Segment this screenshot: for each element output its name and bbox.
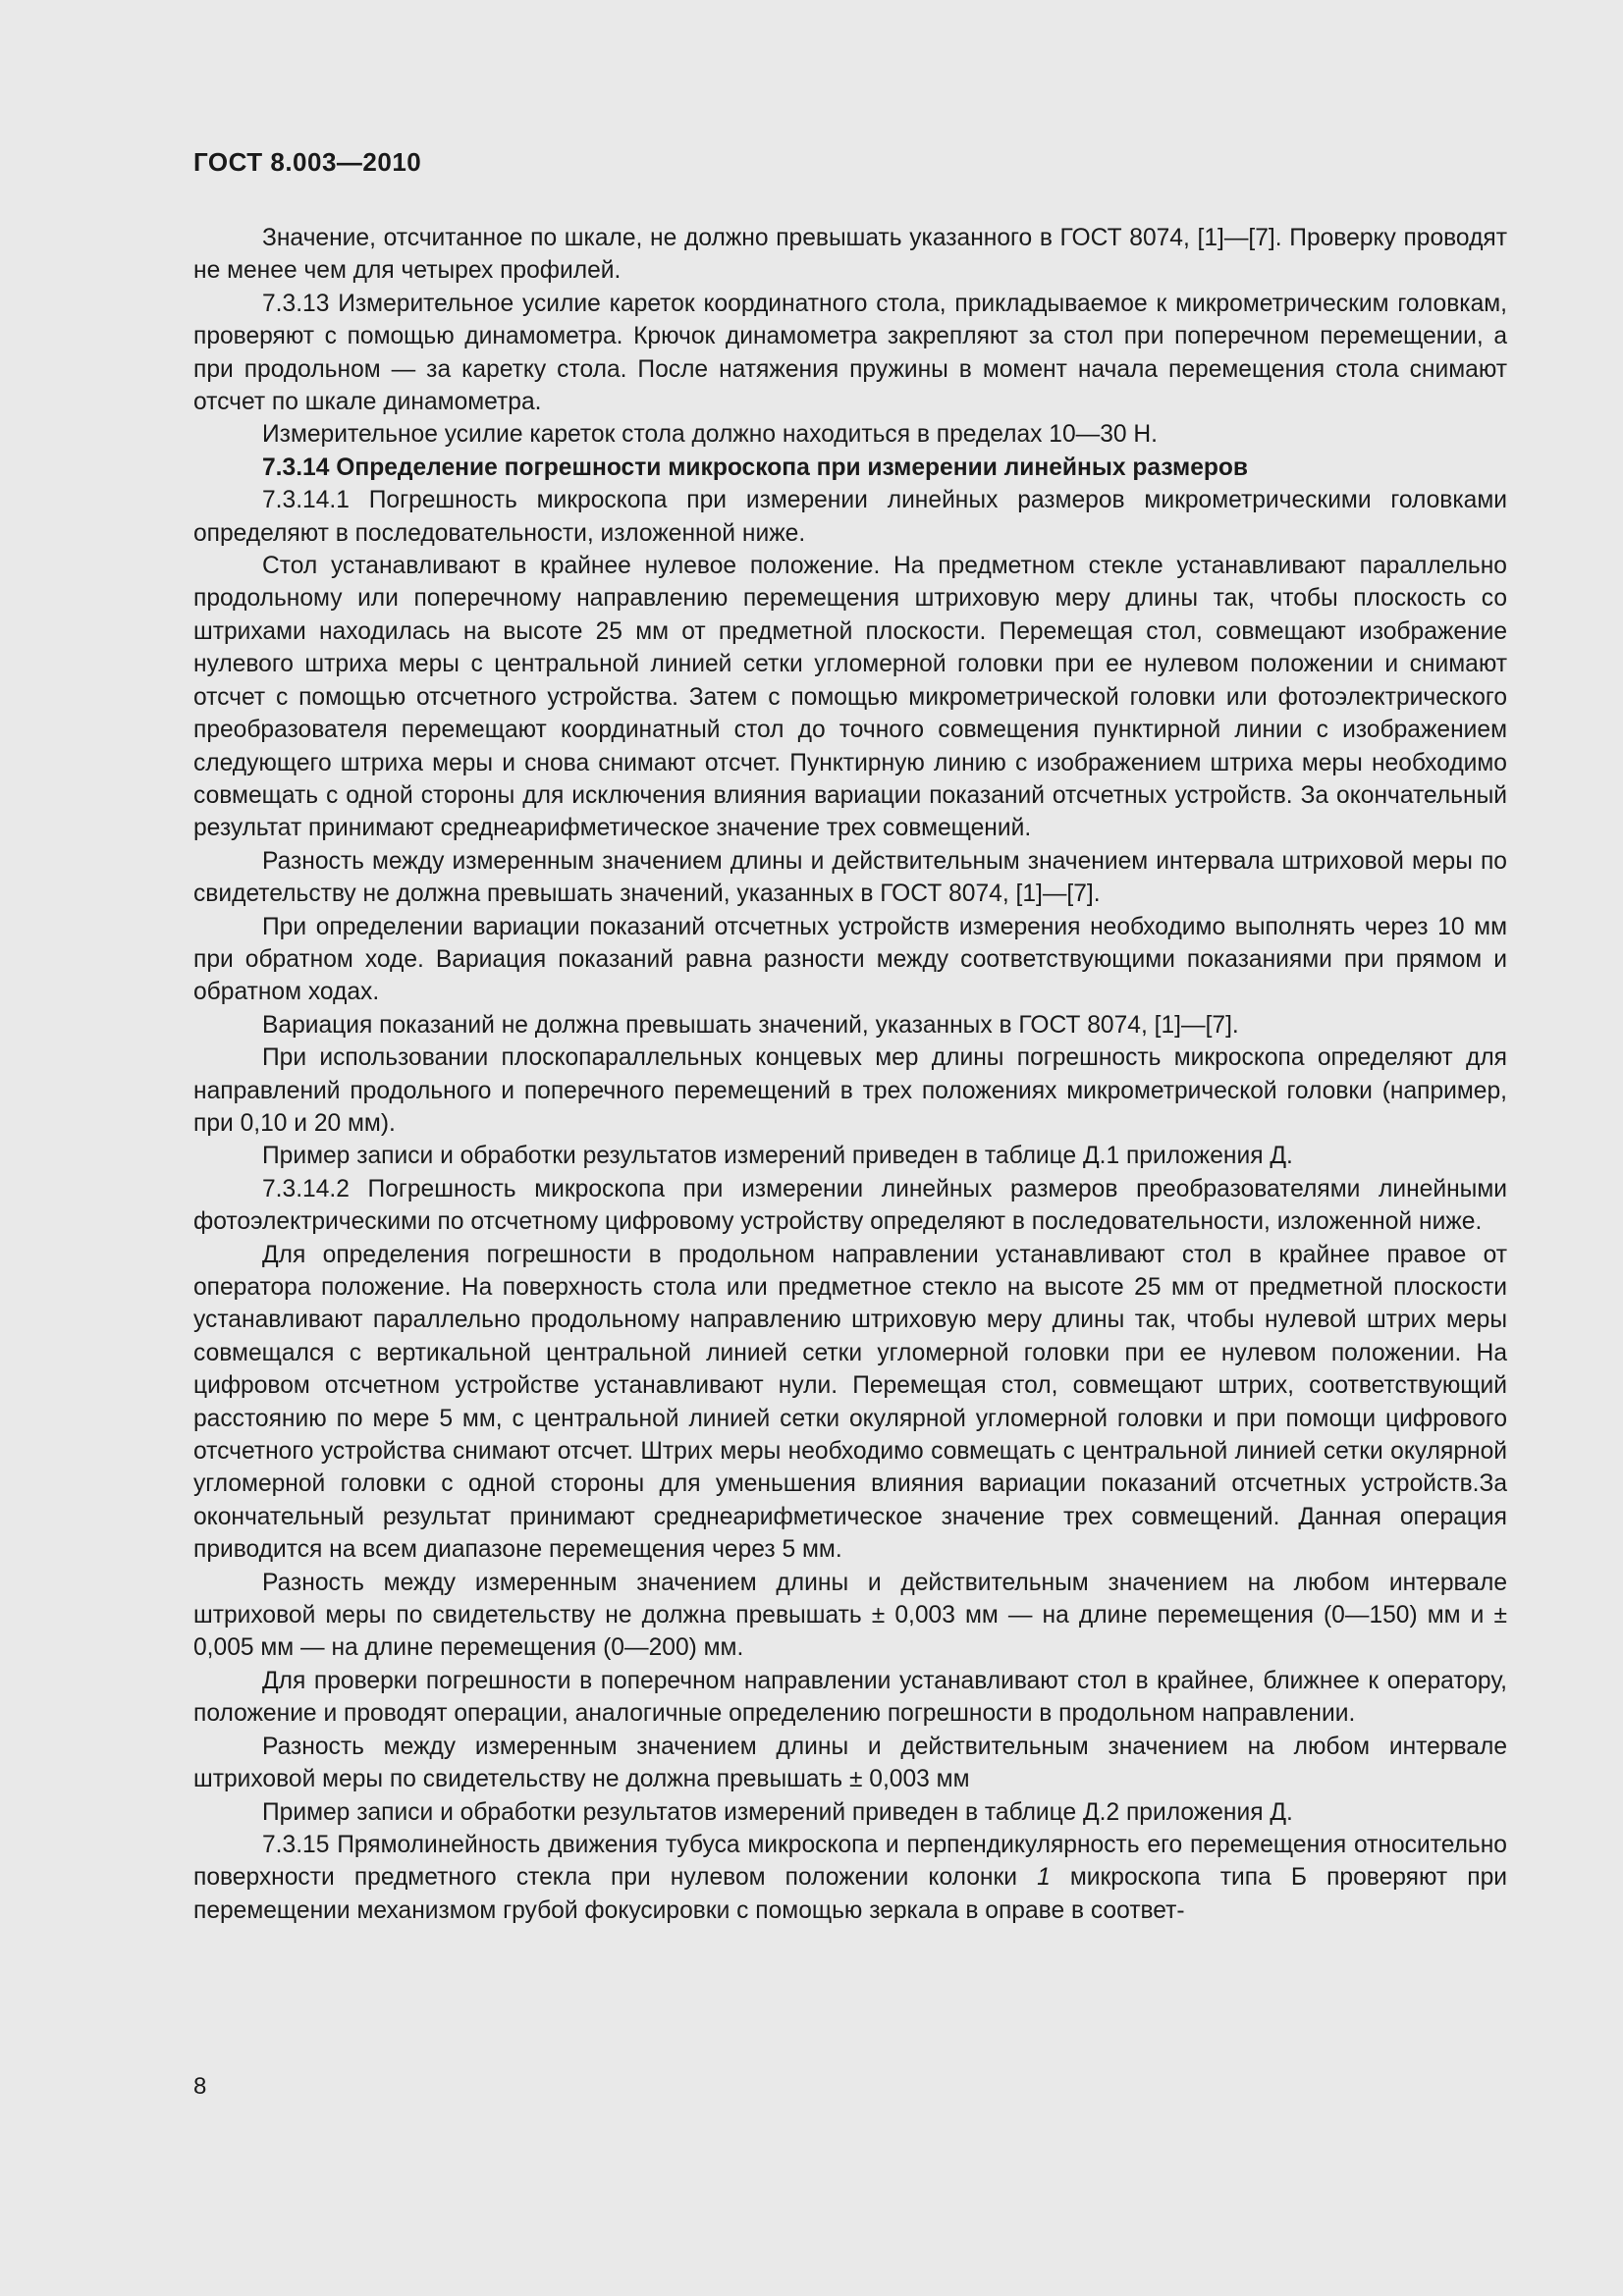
paragraph: Для определения погрешности в продольном направлении устанавливают стол в крайнее правое от оператора положение. На поверхность стола или предметное стекло на высоте 25 мм от предметной плоскости устанавливают параллельно продольному направлению штриховую меру длины так, чтобы нулевой штрих меры совмещался с вертикальной центральной линией сетки угломерной головки при ее нулевом положении. На цифровом отсчетном устройстве устанавливают нули. Перемещая стол, совмещают штрих, соответствующий расстоянию по мере 5 мм, с центральной линией сетки окулярной угломерной головки и при помощи цифрового отсчетного устройства снимают отсчет. Штрих меры необходимо совмещать с центральной линией сетки окулярной угломерной головки с одной стороны для уменьшения влияния вариации показаний отсчетных устройств.За окончательный результат принимают среднеарифметическое значение трех совмещений. Данная операция приводится на всем диапазоне перемещения через 5 мм. xyxy=(193,1241,1507,1564)
paragraph-7-3-14-1: 7.3.14.1 Погрешность микроскопа при измерении линейных размеров микрометрическими головками определяют в последовательности, изложенной ниже. xyxy=(193,487,1507,547)
paragraph-7-3-14-2: 7.3.14.2 Погрешность микроскопа при измерении линейных размеров преобразователями линейными фотоэлектрическими по отсчетному цифровому устройству определяют в последовательности, изложенной ниже. xyxy=(193,1175,1507,1236)
document-header: ГОСТ 8.003—2010 xyxy=(193,147,422,177)
section-heading-7-3-14: 7.3.14 Определение погрешности микроскопа при измерении линейных размеров xyxy=(262,454,1249,481)
paragraph: Пример записи и обработки результатов измерений приведен в таблице Д.1 приложения Д. xyxy=(262,1143,1293,1170)
paragraph: Стол устанавливают в крайнее нулевое положение. На предметном стекле устанавливают параллельно продольному или поперечному направлению перемещения штриховую меру длины так, чтобы плоскость со штрихами находилась на высоте 25 мм от предметной плоскости. Перемещая стол, совмещают изображение нулевого штриха меры с центральной линией сетки угломерной головки при ее нулевом положении и снимают отсчет с помощью отсчетного устройства. Затем с помощью микрометрической головки или фотоэлектрического преобразователя перемещают координатный стол до точного совмещения пунктирной линии с изображением следующего штриха меры и снова снимают отсчет. Пунктирную линию с изображением штриха меры необходимо совмещать с одной стороны для исключения влияния вариации показаний отсчетных устройств. За окончательный результат принимают среднеарифметическое значение трех совмещений. xyxy=(193,553,1507,842)
paragraph: При использовании плоскопараллельных концевых мер длины погрешность микроскопа определяют для направлений продольного и поперечного перемещений в трех положениях микрометрической головки (например, при 0,10 и 20 мм). xyxy=(193,1044,1507,1137)
paragraph-text: 7.3.15 Прямолинейность движения тубуса микроскопа и перпендикулярность его перемещения относительно поверхности предметного стекла при нулевом положении колонки xyxy=(193,1831,1507,1892)
paragraph: Измерительное усилие кареток стола должно находиться в пределах 10—30 Н. xyxy=(262,421,1158,449)
page-number: 8 xyxy=(193,2073,207,2100)
paragraph: При определении вариации показаний отсчетных устройств измерения необходимо выполнять через 10 мм при обратном ходе. Вариация показаний равна разности между соответствующими показаниями при прямом и обратном ходах. xyxy=(193,913,1507,1006)
paragraph: Вариация показаний не должна превышать значений, указанных в ГОСТ 8074, [1]—[7]. xyxy=(262,1011,1239,1039)
document-body xyxy=(193,222,1507,1927)
paragraph: Разность между измеренным значением длины и действительным значением на любом интервале штриховой меры по свидетельству не должна превышать ± 0,003 мм xyxy=(193,1733,1507,1793)
paragraph-text: микроскопа типа Б проверяют при перемещении механизмом грубой фокусировки с помощью зеркала в оправе в соответ- xyxy=(193,1864,1507,1924)
paragraph-7-3-13: 7.3.13 Измерительное усилие кареток координатного стола, прикладываемое к микрометрическим головкам, проверяют с помощью динамометра. Крючок динамометра закрепляют за стол при поперечном перемещении, а при продольном — за каретку стола. После натяжения пружины в момент начала перемещения стола снимают отсчет по шкале динамометра. xyxy=(193,290,1507,416)
paragraph: Разность между измеренным значением длины и действительным значением интервала штриховой меры по свидетельству не должна превышать значений, указанных в ГОСТ 8074, [1]—[7]. xyxy=(193,847,1507,908)
paragraph: Значение, отсчитанное по шкале, не должно превышать указанного в ГОСТ 8074, [1]—[7]. Проверку проводят не менее чем для четырех профилей. xyxy=(193,225,1507,285)
paragraph: Для проверки погрешности в поперечном направлении устанавливают стол в крайнее, ближнее к оператору, положение и проводят операции, аналогичные определению погрешности в продольном направлении. xyxy=(193,1667,1507,1728)
paragraph: Разность между измеренным значением длины и действительным значением на любом интервале штриховой меры по свидетельству не должна превышать ± 0,003 мм — на длине перемещения (0—150) мм и ± 0,005 мм — на длине перемещения (0—200) мм. xyxy=(193,1569,1507,1662)
paragraph: Пример записи и обработки результатов измерений приведен в таблице Д.2 приложения Д. xyxy=(262,1798,1293,1826)
italic-reference: 1 xyxy=(1037,1864,1051,1892)
paragraph-7-3-15 xyxy=(193,1829,1507,1927)
